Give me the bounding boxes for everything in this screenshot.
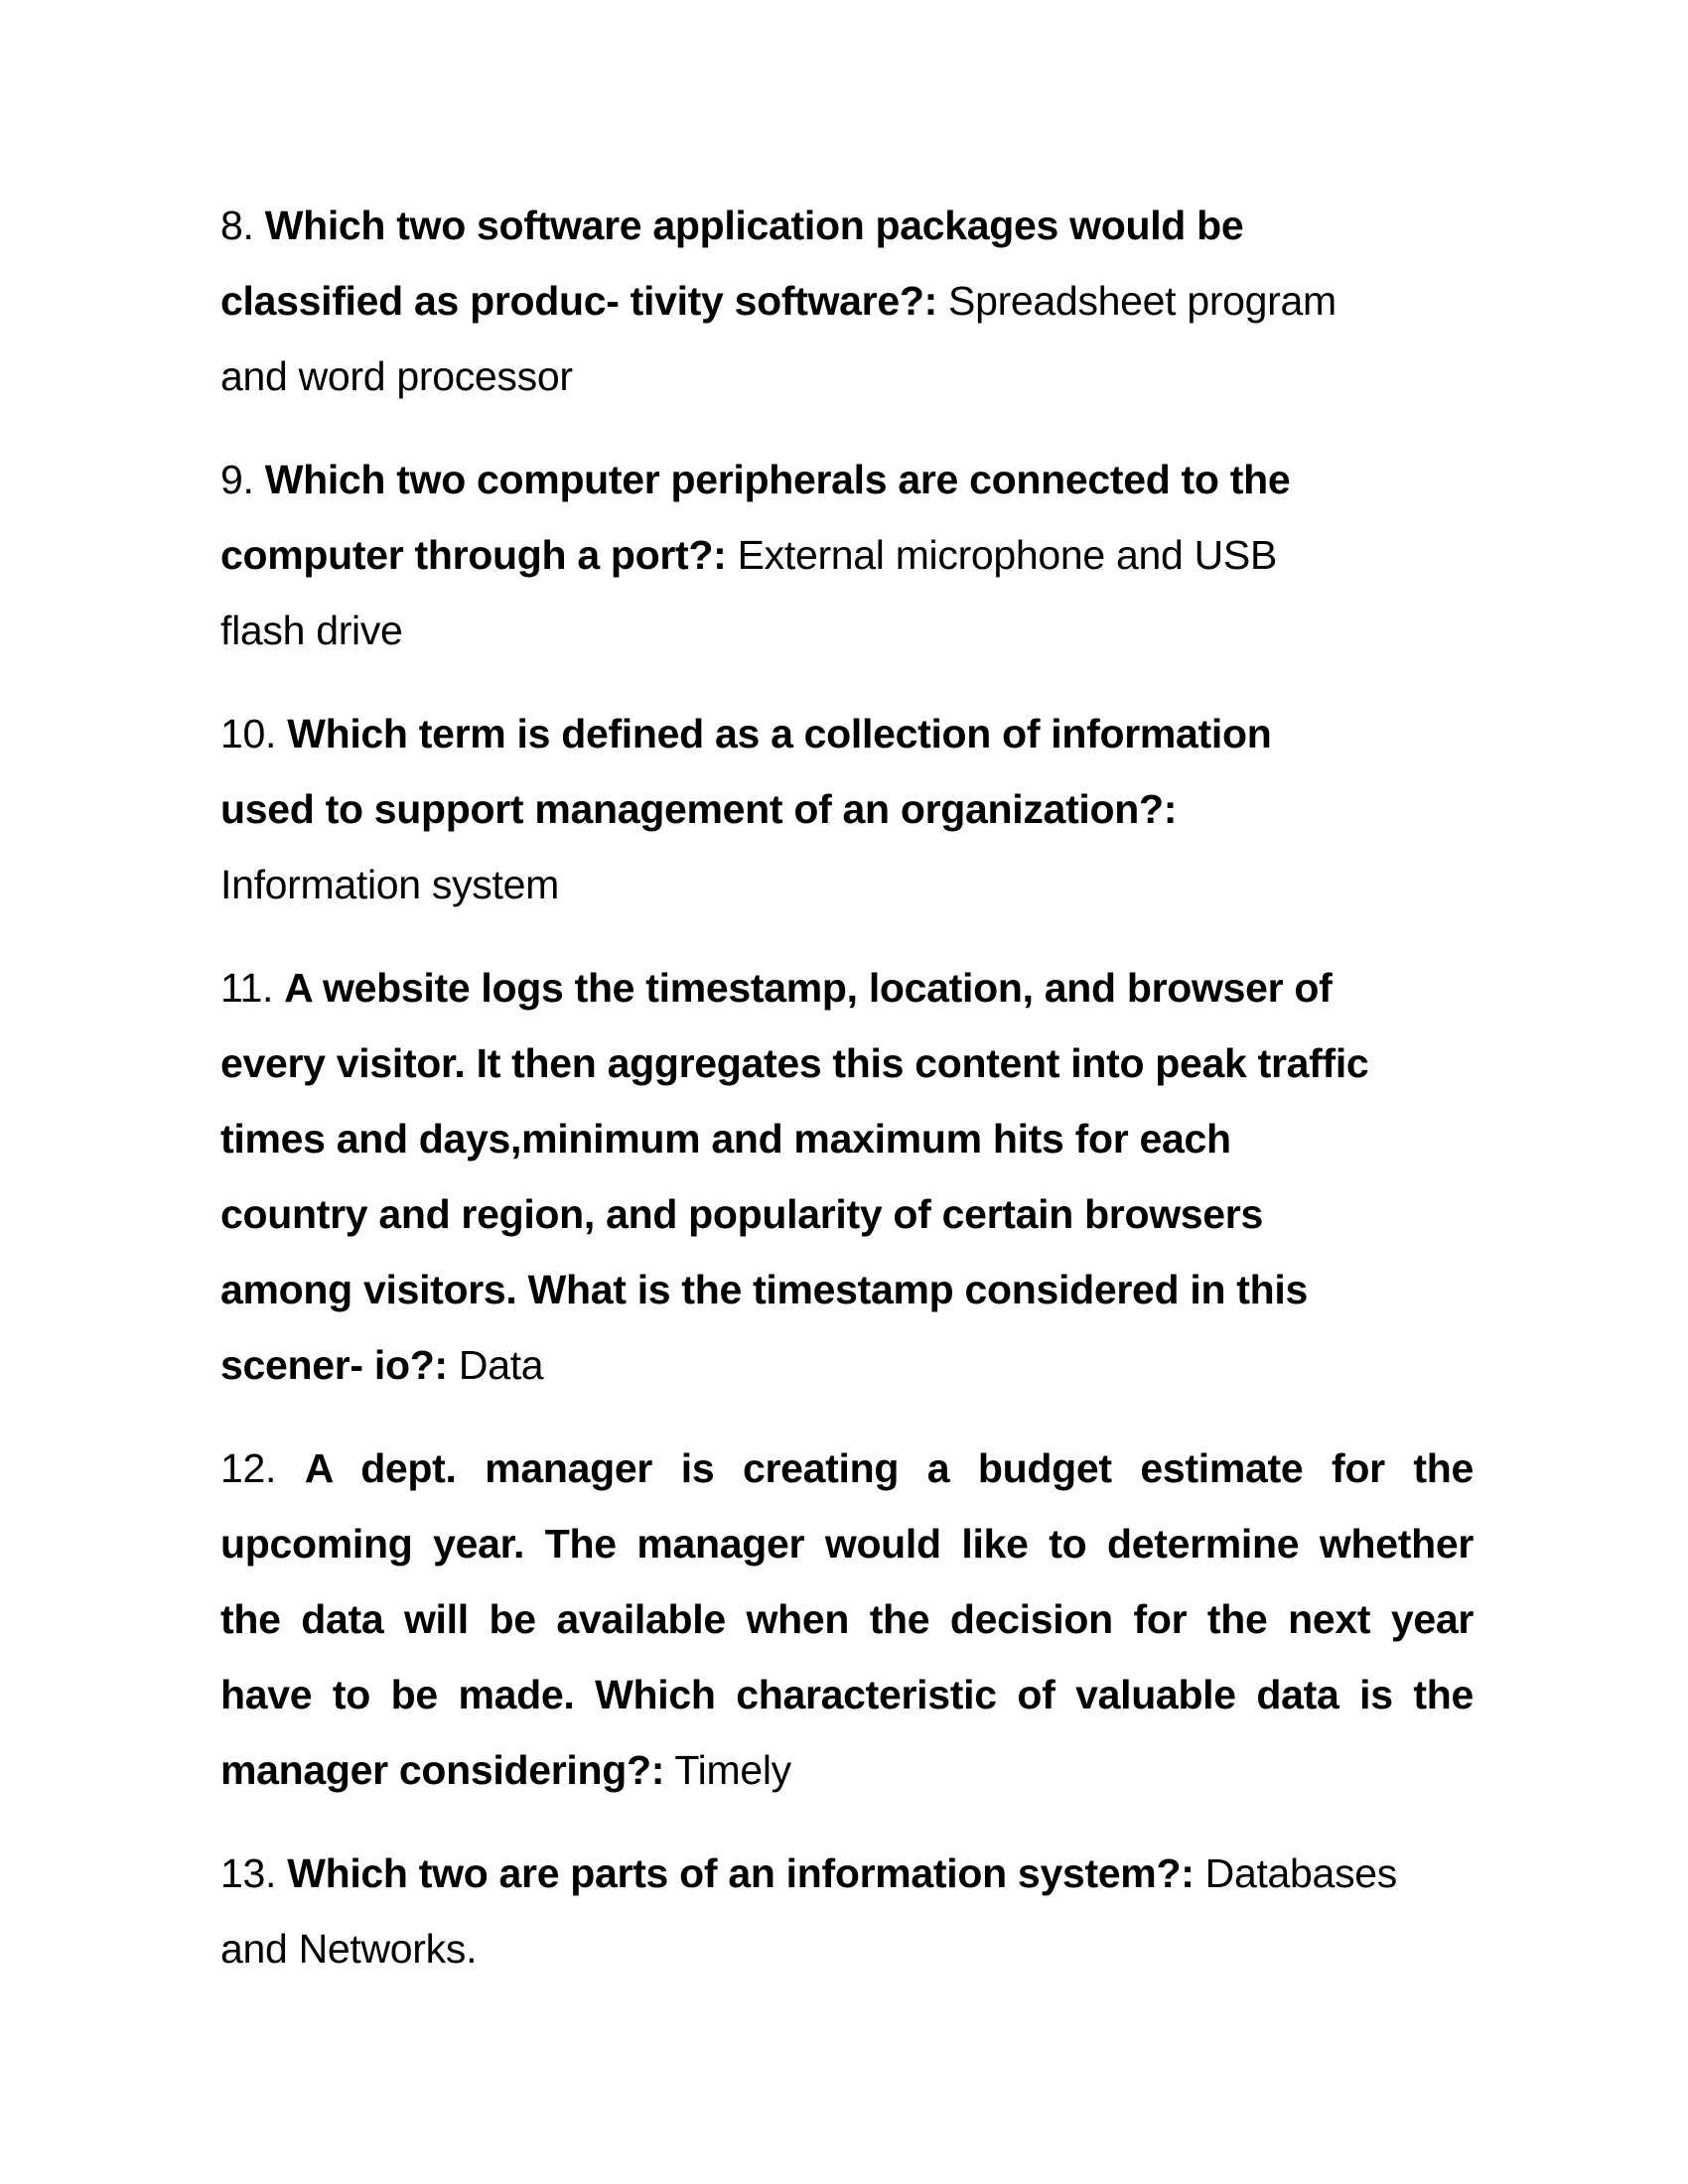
question-text: A dept. manager is creating a budget estimate for the <box>304 1445 1474 1491</box>
text-line <box>220 263 1474 339</box>
question-text: Which term is defined as a collection of information <box>287 711 1272 756</box>
text-line <box>220 1657 1474 1732</box>
text-line <box>220 847 1474 922</box>
question-text: Which two are parts of an information system?: <box>287 1850 1195 1896</box>
text-line <box>220 771 1474 847</box>
question-text: upcoming year. The manager would like to determine whether <box>220 1521 1474 1567</box>
text-line <box>220 1176 1474 1252</box>
answer-text: and word processor <box>220 353 573 399</box>
item-number: 9. <box>220 457 265 502</box>
question-text: country and region, and popularity of certain browsers <box>220 1191 1263 1237</box>
qa-item <box>220 1431 1474 1808</box>
text-line <box>220 950 1474 1025</box>
answer-text: Data <box>447 1342 544 1388</box>
text-line <box>220 442 1474 517</box>
question-text: computer through a port?: <box>220 532 727 578</box>
question-text: Which two software application packages would be <box>264 203 1244 248</box>
qa-item <box>220 1836 1474 1986</box>
text-line <box>220 339 1474 414</box>
question-text: classified as produc- tivity software?: <box>220 278 937 324</box>
question-text: A website logs the timestamp, location, and browser of <box>284 965 1333 1011</box>
qa-item <box>220 442 1474 668</box>
answer-text: Timely <box>664 1747 791 1793</box>
item-number: 13. <box>220 1850 288 1896</box>
text-line <box>220 1836 1474 1911</box>
answer-text: Information system <box>220 862 559 907</box>
question-text: the data will be available when the decision for the next year <box>220 1596 1474 1642</box>
document-body <box>220 188 1474 2014</box>
text-line <box>220 1101 1474 1176</box>
answer-text: Databases <box>1194 1850 1397 1896</box>
text-line <box>220 593 1474 668</box>
question-text: used to support management of an organization?: <box>220 786 1178 832</box>
item-number: 8. <box>220 203 265 248</box>
text-line <box>220 517 1474 593</box>
question-text: manager considering?: <box>220 1747 665 1793</box>
item-number: 12. <box>220 1445 305 1491</box>
question-text: every visitor. It then aggregates this content into peak traffic <box>220 1040 1369 1086</box>
text-line <box>220 1506 1474 1581</box>
answer-text: flash drive <box>220 608 403 653</box>
question-text: times and days,minimum and maximum hits for each <box>220 1116 1231 1161</box>
answer-text: Spreadsheet program <box>936 278 1336 324</box>
question-text: Which two computer peripherals are connected to the <box>264 457 1291 502</box>
text-line <box>220 1732 1474 1808</box>
item-number: 11. <box>220 965 285 1011</box>
text-line <box>220 1252 1474 1327</box>
text-line <box>220 1025 1474 1101</box>
text-line <box>220 188 1474 263</box>
text-line <box>220 696 1474 771</box>
qa-item <box>220 188 1474 414</box>
answer-text: and Networks. <box>220 1926 478 1972</box>
text-line <box>220 1581 1474 1657</box>
text-line <box>220 1431 1474 1506</box>
answer-text: External microphone and USB <box>726 532 1278 578</box>
qa-item <box>220 950 1474 1403</box>
qa-item <box>220 696 1474 922</box>
question-text: among visitors. What is the timestamp considered in this <box>220 1267 1308 1312</box>
question-text: have to be made. Which characteristic of valuable data is the <box>220 1672 1474 1717</box>
text-line <box>220 1911 1474 1986</box>
item-number: 10. <box>220 711 288 756</box>
question-text: scener- io?: <box>220 1342 448 1388</box>
text-line <box>220 1327 1474 1403</box>
